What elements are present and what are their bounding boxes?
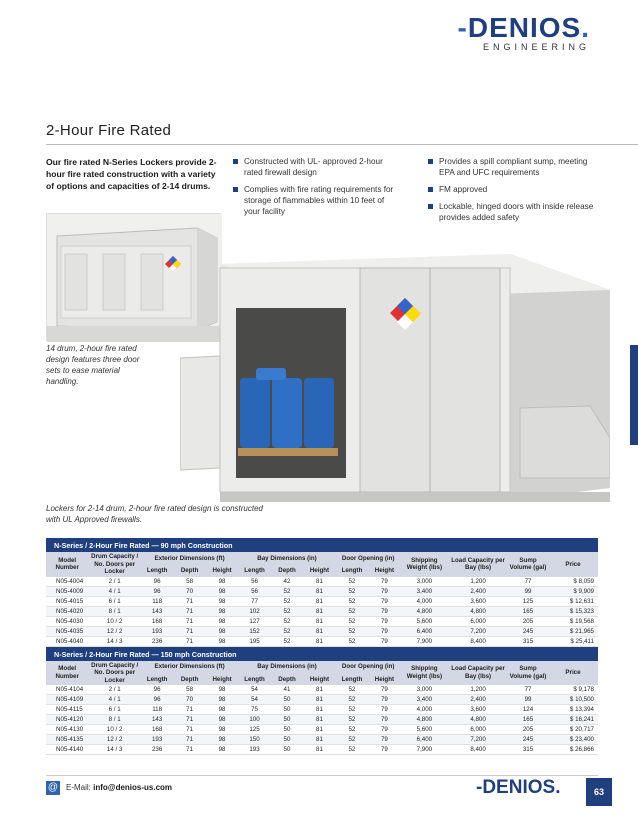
table-cell: 143 — [141, 606, 173, 616]
table-cell: 52 — [336, 725, 368, 735]
table-cell: 77 — [238, 596, 270, 606]
table-row — [46, 745, 598, 755]
table-cell: 150 — [238, 735, 270, 745]
table-cell: 50 — [271, 705, 303, 715]
table-cell: 71 — [173, 705, 205, 715]
table-cell: 98 — [206, 596, 238, 606]
model-number-cell: N05-4030 — [46, 616, 88, 626]
table-cell: 4,800 — [448, 715, 508, 725]
price-cell: $ 23,400 — [548, 735, 598, 745]
column-header: Height — [206, 565, 238, 576]
table-row — [46, 586, 598, 596]
table-cell: 81 — [303, 616, 335, 626]
table-cell: 50 — [271, 735, 303, 745]
column-header: Height — [368, 565, 400, 576]
intro-text: Our fire rated N-Series Lockers provide 2-hour fire rated construction with a variety of options and capacities of 2-14 drums. — [46, 157, 217, 191]
table-cell: 79 — [368, 735, 400, 745]
table-cell: 168 — [141, 725, 173, 735]
table-cell: 96 — [141, 577, 173, 587]
table-cell: 7,900 — [401, 745, 448, 755]
price-cell: $ 16,241 — [548, 715, 598, 725]
table-cell: 315 — [508, 636, 548, 646]
table-cell: 52 — [336, 735, 368, 745]
table-cell: 50 — [271, 695, 303, 705]
table-cell: 52 — [336, 606, 368, 616]
table-cell: 165 — [508, 606, 548, 616]
table-cell: 54 — [238, 695, 270, 705]
table-cell: 6 / 1 — [88, 596, 140, 606]
model-number-cell: N05-4135 — [46, 735, 88, 745]
spec-table — [46, 552, 598, 647]
footer-divider — [46, 775, 598, 776]
price-cell: $ 21,965 — [548, 626, 598, 636]
table-cell: 81 — [303, 577, 335, 587]
table-cell: 2,400 — [448, 695, 508, 705]
table-cell: 81 — [303, 626, 335, 636]
footer-email[interactable] — [66, 783, 172, 792]
table-cell: 81 — [303, 715, 335, 725]
table-row — [46, 685, 598, 695]
bullet-item: Provides a spill compliant sump, meeting EPA and UFC requirements — [428, 156, 598, 178]
table-cell: 6,000 — [448, 725, 508, 735]
table-cell: 52 — [336, 577, 368, 587]
table-cell: 52 — [336, 695, 368, 705]
column-header: Sump Volume (gal) — [508, 552, 548, 577]
table-cell: 6 / 1 — [88, 705, 140, 715]
table-cell: 3,600 — [448, 705, 508, 715]
table-cell: 79 — [368, 616, 400, 626]
table-cell: 41 — [271, 685, 303, 695]
footer — [46, 777, 608, 799]
table-cell: 124 — [508, 705, 548, 715]
column-header: Height — [368, 674, 400, 685]
table-cell: 98 — [206, 685, 238, 695]
model-number-cell: N05-4115 — [46, 705, 88, 715]
table-cell: 2 / 1 — [88, 577, 140, 587]
table-cell: 12 / 2 — [88, 626, 140, 636]
column-header: Exterior Dimensions (ft) — [141, 552, 238, 565]
table-cell: 3,000 — [401, 577, 448, 587]
column-header: Length — [141, 565, 173, 576]
model-number-cell: N05-4035 — [46, 626, 88, 636]
table-cell: 79 — [368, 725, 400, 735]
table-row — [46, 695, 598, 705]
table-cell: 52 — [336, 586, 368, 596]
table-cell: 81 — [303, 606, 335, 616]
bullet-list-1 — [233, 156, 398, 223]
brand-logo: -DENIOS. ENGINEERING — [457, 12, 590, 52]
table-cell: 6,400 — [401, 626, 448, 636]
table-cell: 4,000 — [401, 596, 448, 606]
table-cell: 71 — [173, 636, 205, 646]
table-cell: 168 — [141, 616, 173, 626]
price-cell: $ 25,411 — [548, 636, 598, 646]
model-number-cell: N05-4040 — [46, 636, 88, 646]
page-number: 63 — [586, 778, 612, 806]
table-cell: 98 — [206, 606, 238, 616]
table-cell: 56 — [238, 577, 270, 587]
table-cell: 98 — [206, 715, 238, 725]
table-row — [46, 735, 598, 745]
spec-tables — [46, 538, 598, 755]
model-number-cell: N05-4009 — [46, 586, 88, 596]
table-cell: 10 / 2 — [88, 725, 140, 735]
model-number-cell: N05-4120 — [46, 715, 88, 725]
column-header: Sump Volume (gal) — [508, 661, 548, 686]
table-cell: 4,800 — [401, 606, 448, 616]
price-cell: $ 15,323 — [548, 606, 598, 616]
locker-photo-large — [180, 238, 610, 506]
table-cell: 98 — [206, 626, 238, 636]
table-cell: 7,200 — [448, 626, 508, 636]
table-cell: 56 — [238, 586, 270, 596]
table-cell: 6,000 — [448, 616, 508, 626]
column-header: Model Number — [46, 661, 88, 686]
table-cell: 98 — [206, 745, 238, 755]
table-cell: 3,400 — [401, 695, 448, 705]
email-icon: @ — [47, 782, 59, 793]
column-header: Exterior Dimensions (ft) — [141, 661, 238, 674]
table-cell: 81 — [303, 725, 335, 735]
column-header: Price — [548, 552, 598, 577]
column-header: Length — [336, 565, 368, 576]
column-header: Drum Capacity / No. Doors per Locker — [88, 552, 140, 577]
footer-brand-name: DENIOS — [482, 777, 556, 798]
table-cell: 14 / 3 — [88, 636, 140, 646]
column-header: Length — [336, 674, 368, 685]
table-cell: 118 — [141, 596, 173, 606]
table-cell: 8,400 — [448, 636, 508, 646]
table-cell: 6,400 — [401, 735, 448, 745]
table-cell: 14 / 3 — [88, 745, 140, 755]
table-cell: 79 — [368, 596, 400, 606]
price-cell: $ 8,059 — [548, 577, 598, 587]
model-number-cell: N05-4140 — [46, 745, 88, 755]
table-cell: 52 — [271, 596, 303, 606]
column-header: Length — [238, 565, 270, 576]
table-row — [46, 616, 598, 626]
brand-name: DENIOS — [467, 12, 582, 43]
table-cell: 70 — [173, 695, 205, 705]
table-cell: 77 — [508, 685, 548, 695]
table-cell: 79 — [368, 705, 400, 715]
bullet-item: Constructed with UL- approved 2-hour rated firewall design — [233, 156, 398, 178]
table-cell: 71 — [173, 616, 205, 626]
table-cell: 7,900 — [401, 636, 448, 646]
table-cell: 10 / 2 — [88, 616, 140, 626]
model-number-cell: N05-4130 — [46, 725, 88, 735]
table-cell: 1,200 — [448, 685, 508, 695]
table-cell: 81 — [303, 685, 335, 695]
table-cell: 3,600 — [448, 596, 508, 606]
column-header: Shipping Weight (lbs) — [401, 661, 448, 686]
column-header: Model Number — [46, 552, 88, 577]
model-number-cell: N05-4015 — [46, 596, 88, 606]
table-cell: 193 — [238, 745, 270, 755]
table-cell: 81 — [303, 735, 335, 745]
model-number-cell: N05-4109 — [46, 695, 88, 705]
table-cell: 52 — [271, 636, 303, 646]
table-cell: 81 — [303, 596, 335, 606]
table-cell: 75 — [238, 705, 270, 715]
table-cell: 96 — [141, 685, 173, 695]
column-header: Load Capacity per Bay (lbs) — [448, 661, 508, 686]
column-header: Price — [548, 661, 598, 686]
table-cell: 99 — [508, 695, 548, 705]
table-cell: 8 / 1 — [88, 606, 140, 616]
table-cell: 98 — [206, 705, 238, 715]
column-header: Height — [303, 565, 335, 576]
table-cell: 193 — [141, 735, 173, 745]
table-cell: 4 / 1 — [88, 695, 140, 705]
email-address[interactable]: info@denios-us.com — [93, 783, 173, 792]
table-cell: 165 — [508, 715, 548, 725]
table-cell: 12 / 2 — [88, 735, 140, 745]
table-cell: 100 — [238, 715, 270, 725]
table-cell: 71 — [173, 745, 205, 755]
price-cell: $ 12,631 — [548, 596, 598, 606]
spec-table — [46, 661, 598, 756]
price-cell: $ 20,717 — [548, 725, 598, 735]
table-cell: 79 — [368, 695, 400, 705]
table-row — [46, 596, 598, 606]
table-cell: 98 — [206, 636, 238, 646]
table-cell: 236 — [141, 745, 173, 755]
table-cell: 71 — [173, 606, 205, 616]
table-cell: 118 — [141, 705, 173, 715]
price-cell: $ 9,909 — [548, 586, 598, 596]
table-cell: 52 — [336, 636, 368, 646]
table-row — [46, 705, 598, 715]
table-cell: 4,800 — [448, 606, 508, 616]
table-cell: 42 — [271, 577, 303, 587]
table-cell: 127 — [238, 616, 270, 626]
column-header: Door Opening (in) — [336, 552, 401, 565]
table-cell: 79 — [368, 715, 400, 725]
table-cell: 96 — [141, 586, 173, 596]
table-cell: 79 — [368, 636, 400, 646]
table-row — [46, 626, 598, 636]
column-header: Depth — [173, 565, 205, 576]
table-cell: 193 — [141, 626, 173, 636]
model-number-cell: N05-4004 — [46, 577, 88, 587]
page-edge-tab — [630, 345, 638, 445]
table-cell: 79 — [368, 626, 400, 636]
table-cell: 70 — [173, 586, 205, 596]
table-cell: 81 — [303, 745, 335, 755]
table-cell: 52 — [336, 596, 368, 606]
table-section-title: N-Series / 2-Hour Fire Rated — 150 mph Construction — [46, 647, 598, 661]
photo-caption-small: 14 drum, 2-hour fire rated design features three door sets to ease material handling. — [46, 344, 140, 386]
column-header: Door Opening (in) — [336, 661, 401, 674]
table-cell: 4,000 — [401, 705, 448, 715]
table-cell: 52 — [336, 705, 368, 715]
table-cell: 52 — [336, 745, 368, 755]
table-cell: 236 — [141, 636, 173, 646]
table-cell: 71 — [173, 626, 205, 636]
table-cell: 4,800 — [401, 715, 448, 725]
table-cell: 125 — [508, 596, 548, 606]
bullet-item: Lockable, hinged doors with inside release provides added safety — [428, 201, 598, 223]
bullet-list-2 — [428, 156, 598, 229]
table-cell: 52 — [336, 616, 368, 626]
table-cell: 4 / 1 — [88, 586, 140, 596]
table-cell: 54 — [238, 685, 270, 695]
table-cell: 205 — [508, 725, 548, 735]
table-cell: 205 — [508, 616, 548, 626]
page-title: 2-Hour Fire Rated — [46, 122, 172, 139]
table-cell: 52 — [271, 626, 303, 636]
table-cell: 1,200 — [448, 577, 508, 587]
table-cell: 143 — [141, 715, 173, 725]
table-cell: 81 — [303, 636, 335, 646]
email-label: E-Mail: — [66, 783, 91, 792]
table-cell: 98 — [206, 577, 238, 587]
table-cell: 71 — [173, 596, 205, 606]
table-row — [46, 636, 598, 646]
price-cell: $ 10,500 — [548, 695, 598, 705]
table-cell: 245 — [508, 626, 548, 636]
bullet-item: FM approved — [428, 184, 598, 195]
price-cell: $ 13,394 — [548, 705, 598, 715]
title-divider — [46, 144, 638, 145]
table-cell: 245 — [508, 735, 548, 745]
table-cell: 52 — [336, 685, 368, 695]
table-cell: 98 — [206, 735, 238, 745]
table-cell: 71 — [173, 725, 205, 735]
column-header: Depth — [173, 674, 205, 685]
table-cell: 50 — [271, 725, 303, 735]
table-cell: 98 — [206, 616, 238, 626]
column-header: Load Capacity per Bay (lbs) — [448, 552, 508, 577]
table-cell: 98 — [206, 725, 238, 735]
price-cell: $ 26,866 — [548, 745, 598, 755]
table-cell: 102 — [238, 606, 270, 616]
column-header: Drum Capacity / No. Doors per Locker — [88, 661, 140, 686]
table-cell: 52 — [271, 606, 303, 616]
table-cell: 52 — [336, 715, 368, 725]
column-header: Height — [303, 674, 335, 685]
table-cell: 52 — [336, 626, 368, 636]
photo-caption-large: Lockers for 2-14 drum, 2-hour fire rated design is constructed with UL Approved firewalls. — [46, 504, 263, 524]
column-header: Depth — [271, 674, 303, 685]
table-cell: 79 — [368, 577, 400, 587]
table-row — [46, 606, 598, 616]
column-header: Depth — [271, 565, 303, 576]
table-row — [46, 725, 598, 735]
table-cell: 8,400 — [448, 745, 508, 755]
table-cell: 125 — [238, 725, 270, 735]
table-cell: 79 — [368, 745, 400, 755]
table-cell: 58 — [173, 685, 205, 695]
table-cell: 81 — [303, 705, 335, 715]
price-cell: $ 19,568 — [548, 616, 598, 626]
brand-tagline: ENGINEERING — [482, 42, 590, 52]
table-cell: 52 — [271, 586, 303, 596]
table-cell: 79 — [368, 586, 400, 596]
table-cell: 195 — [238, 636, 270, 646]
table-row — [46, 577, 598, 587]
table-cell: 71 — [173, 735, 205, 745]
column-header: Shipping Weight (lbs) — [401, 552, 448, 577]
column-header: Length — [141, 674, 173, 685]
table-cell: 5,600 — [401, 616, 448, 626]
footer-brand-logo: -DENIOS. — [476, 777, 561, 798]
table-cell: 81 — [303, 695, 335, 705]
table-cell: 71 — [173, 715, 205, 725]
table-cell: 98 — [206, 586, 238, 596]
table-cell: 3,400 — [401, 586, 448, 596]
column-header: Length — [238, 674, 270, 685]
table-cell: 315 — [508, 745, 548, 755]
table-cell: 2,400 — [448, 586, 508, 596]
table-cell: 8 / 1 — [88, 715, 140, 725]
column-header: Height — [206, 674, 238, 685]
bullet-item: Complies with fire rating requirements for storage of flammables within 10 feet of your facility — [233, 184, 398, 217]
table-cell: 50 — [271, 745, 303, 755]
table-cell: 52 — [271, 616, 303, 626]
table-cell: 5,600 — [401, 725, 448, 735]
table-cell: 81 — [303, 586, 335, 596]
price-cell: $ 9,178 — [548, 685, 598, 695]
table-cell: 77 — [508, 577, 548, 587]
table-cell: 7,200 — [448, 735, 508, 745]
column-header: Bay Dimensions (in) — [238, 661, 335, 674]
table-cell: 152 — [238, 626, 270, 636]
table-cell: 96 — [141, 695, 173, 705]
model-number-cell: N05-4104 — [46, 685, 88, 695]
model-number-cell: N05-4020 — [46, 606, 88, 616]
table-cell: 3,000 — [401, 685, 448, 695]
table-cell: 50 — [271, 715, 303, 725]
table-cell: 79 — [368, 685, 400, 695]
table-cell: 58 — [173, 577, 205, 587]
table-cell: 2 / 1 — [88, 685, 140, 695]
table-cell: 98 — [206, 695, 238, 705]
table-section-title: N-Series / 2-Hour Fire Rated — 90 mph Construction — [46, 538, 598, 552]
table-cell: 79 — [368, 606, 400, 616]
table-cell: 99 — [508, 586, 548, 596]
column-header: Bay Dimensions (in) — [238, 552, 335, 565]
table-row — [46, 715, 598, 725]
